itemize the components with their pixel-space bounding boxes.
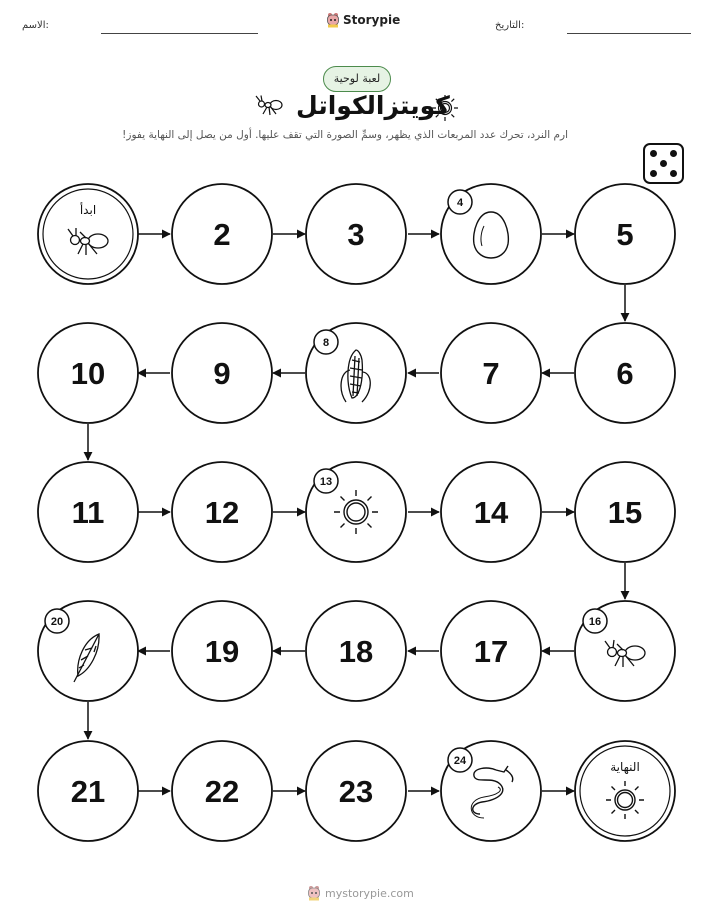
finish-label: النهاية [610,760,640,774]
svg-text:20: 20 [50,616,64,628]
svg-text:24: 24 [453,755,467,767]
square-number: 5 [616,217,634,252]
square-number: 7 [482,356,500,391]
svg-text:16: 16 [588,616,602,628]
square-number: 21 [70,774,106,809]
square-badge [314,469,338,493]
square-number: 3 [347,217,365,252]
footer-brand [307,885,414,901]
start-label: ابدأ [79,203,97,217]
footer-url[interactable]: mystorypie.com [325,886,414,900]
worksheet-tag: لعبة لوحية [323,66,391,92]
name-label: الاسم: [22,20,49,31]
instructions-text: ارم النرد، تحرك عدد المربعات الذي يظهر، وسمِّ الصورة التي تقف عليها. أول من يصل إلى النهاية يفوز! [122,129,568,141]
square-number: 17 [473,634,509,669]
svg-text:4: 4 [456,197,464,209]
date-label: التاريخ: [495,20,525,31]
square-badge [448,190,472,214]
square-badge [583,609,607,633]
square-badge [448,748,472,772]
square-number: 11 [71,495,105,530]
finish-square[interactable] [575,741,675,841]
square-number: 19 [204,634,240,669]
square-number: 22 [204,774,240,809]
page-title: كويتزالكواتل [296,91,450,120]
square-number: 10 [70,356,106,391]
square-number: 6 [616,356,634,391]
square-number: 15 [607,495,643,530]
square-badge [314,330,338,354]
svg-text:13: 13 [319,476,333,488]
square-number: 12 [204,495,240,530]
square-number: 14 [473,495,509,530]
square-badge [45,609,69,633]
svg-text:8: 8 [322,337,330,349]
storypie-mascot-icon [307,885,321,901]
square-number: 18 [338,634,374,669]
brand-name: Storypie [343,13,401,27]
square-number: 9 [213,356,231,391]
square-number: 2 [213,217,231,252]
start-square[interactable] [38,184,138,284]
square-number: 23 [338,774,374,809]
